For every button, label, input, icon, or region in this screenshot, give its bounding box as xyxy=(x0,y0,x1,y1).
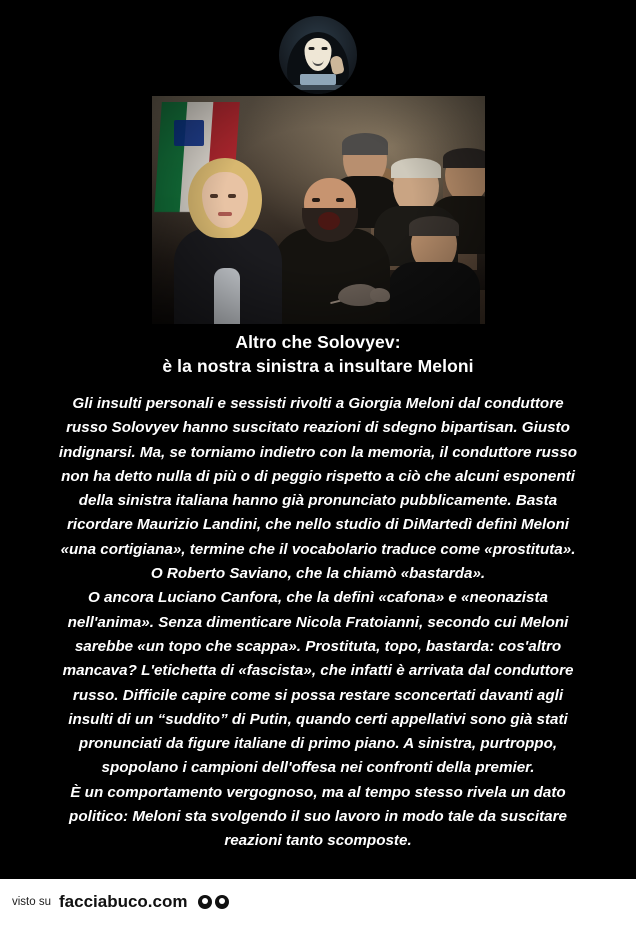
laptop-icon xyxy=(291,74,345,90)
headline-line-2: è la nostra sinistra a insultare Meloni xyxy=(162,356,474,376)
person-open-mouth xyxy=(318,212,340,230)
site-brand-label[interactable]: facciabuco.com xyxy=(59,892,188,911)
article-paragraph-3: È un comportamento vergognoso, ma al tempo stesso rivela un dato politico: Meloni sta svolgendo il suo lavoro in modo tale da suscitare reazioni tanto scomposte. xyxy=(69,783,567,850)
article-paragraph-1: Gli insulti personali e sessisti rivolti a Giorgia Meloni dal conduttore russo Solovyev hanno suscitato reazioni di sdegno bipartisan. Giusto indignarsi. Ma, se torniamo indietro con la memoria, il conduttore russo non ha detto nulla di più o di peggio rispetto a ciò che alcuni esponenti della sinistra italiana hanno già pronunciato pubblicamente. Basta ricordare Maurizio Landini, che nello studio di DiMartedì definì Meloni «una cortigiana», termine che il vocabolario traduce come «prostituta». O Roberto Saviano, che la chiamò «bastarda». xyxy=(58,395,578,583)
headline xyxy=(0,330,636,378)
photo-montage xyxy=(152,96,485,324)
eyes-logo-icon xyxy=(198,895,229,909)
headline-line-1: Altro che Solovyev: xyxy=(235,332,401,352)
footer-bar xyxy=(0,879,636,925)
anonymous-hacker-avatar-icon xyxy=(279,16,357,94)
seen-on-label: visto su xyxy=(12,896,51,908)
photo-vignette xyxy=(152,96,485,324)
article-paragraph-2: O ancora Luciano Canfora, che la definì «cafona» e «neonazista nell'anima». Senza dimenticare Nicola Fratoianni, secondo cui Meloni sarebbe «un topo che scappa». Prostituta, topo, bastarda: cos'altro mancava? L'etichetta di «fascista», che infatti è arrivata dal conduttore russo. Difficile capire come si possa restare sconcertati davanti agli insulti di un “suddito” di Putin, quando certi appellativi sono già stati pronunciati da figure italiane di primo piano. A sinistra, purtroppo, spopolano i campioni dell'offesa nei confronti della premier. xyxy=(62,589,574,777)
eye-right-icon xyxy=(215,895,229,909)
laptop-screen xyxy=(300,74,336,85)
laptop-base xyxy=(291,85,345,90)
article-body xyxy=(58,392,578,854)
hacker-avatar xyxy=(279,16,357,94)
eye-left-icon xyxy=(198,895,212,909)
